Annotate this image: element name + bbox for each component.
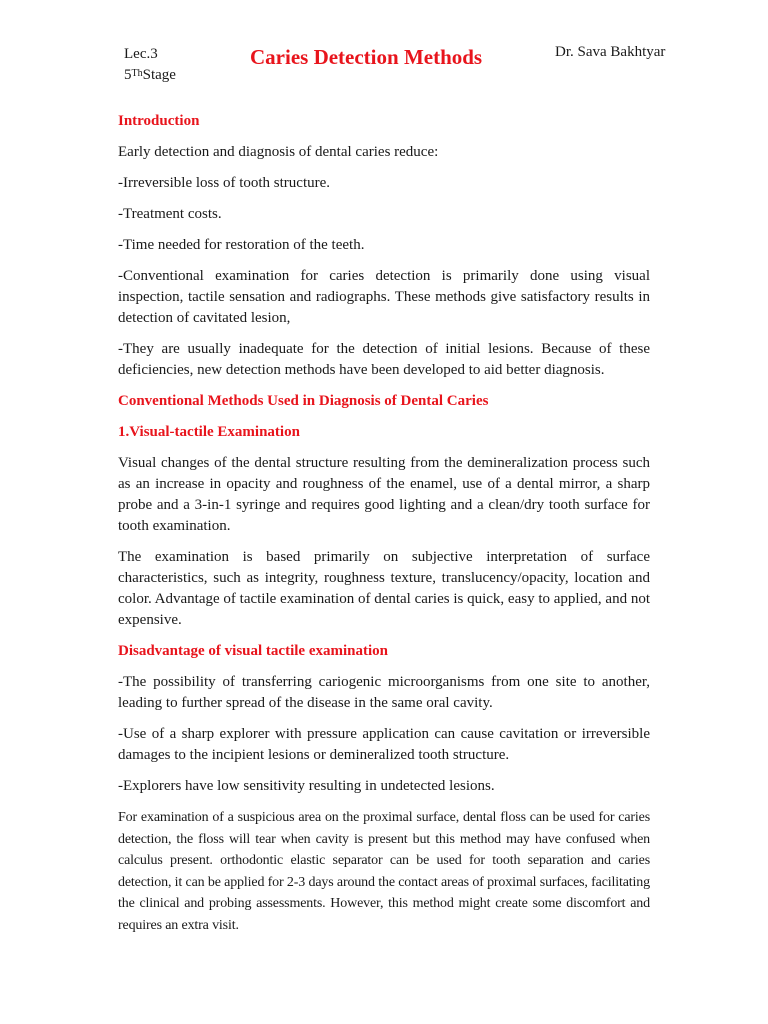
intro-paragraph-5: -Conventional examination for caries detection is primarily done using visual inspection, tactile sensation and radiographs. These methods give satisfactory results in detection of cavitated lesion, — [118, 268, 650, 326]
conventional-methods-heading: Conventional Methods Used in Diagnosis of Dental Caries — [118, 393, 489, 409]
intro-paragraph-3: -Treatment costs. — [118, 206, 222, 222]
disadvantage-heading: Disadvantage of visual tactile examination — [118, 643, 388, 659]
stage-superscript: Th — [131, 68, 143, 79]
disadvantage-paragraph-2: -Use of a sharp explorer with pressure application can cause cavitation or irreversible damages to the incipient lesions or demineralized tooth structure. — [118, 726, 650, 763]
stage-word: Stage — [142, 67, 176, 83]
lecture-info — [124, 44, 176, 86]
proximal-examination-paragraph: For examination of a suspicious area on the proximal surface, dental floss can be used for caries detection, the floss will tear when cavity is present but this method may have confused when calculus present. orthodontic elastic separator can be used for tooth separation and caries detection, it can be applied for 2-3 days around the contact areas of proximal surfaces, facilitating the clinical and probing assessments. However, this method might create some discomfort and requires an extra visit. — [118, 810, 650, 933]
visual-tactile-paragraph-1: Visual changes of the dental structure resulting from the demineralization process such as an increase in opacity and roughness of the enamel, use of a dental mirror, a sharp probe and a 3-in-1 syringe and requires good lighting and a clean/dry tooth surface for tooth examination. — [118, 455, 650, 534]
intro-paragraph-2: -Irreversible loss of tooth structure. — [118, 175, 331, 191]
stage-label — [124, 65, 176, 86]
intro-heading: Introduction — [118, 113, 200, 129]
disadvantage-paragraph-1: -The possibility of transferring cariogenic microorganisms from one site to another, leading to further spread of the disease in the same oral cavity. — [118, 674, 650, 711]
author-name: Dr. Sava Bakhtyar — [555, 44, 666, 60]
document-body — [118, 111, 650, 946]
intro-paragraph-4: -Time needed for restoration of the teeth. — [118, 237, 365, 253]
visual-tactile-paragraph-2: The examination is based primarily on subjective interpretation of surface characteristics, such as integrity, roughness texture, translucency/opacity, location and color. Advantage of tactile examination of dental caries is quick, easy to applied, and not expensive. — [118, 549, 650, 628]
document-title: Caries Detection Methods — [250, 45, 483, 69]
disadvantage-paragraph-3: -Explorers have low sensitivity resulting in undetected lesions. — [118, 778, 495, 794]
intro-paragraph-6: -They are usually inadequate for the detection of initial lesions. Because of these deficiencies, new detection methods have been developed to aid better diagnosis. — [118, 341, 650, 378]
intro-paragraph-1: Early detection and diagnosis of dental caries reduce: — [118, 144, 439, 160]
lecture-number: Lec.3 — [124, 46, 158, 62]
visual-tactile-heading: 1.Visual-tactile Examination — [118, 424, 300, 440]
stage-number: 5 — [124, 67, 132, 83]
